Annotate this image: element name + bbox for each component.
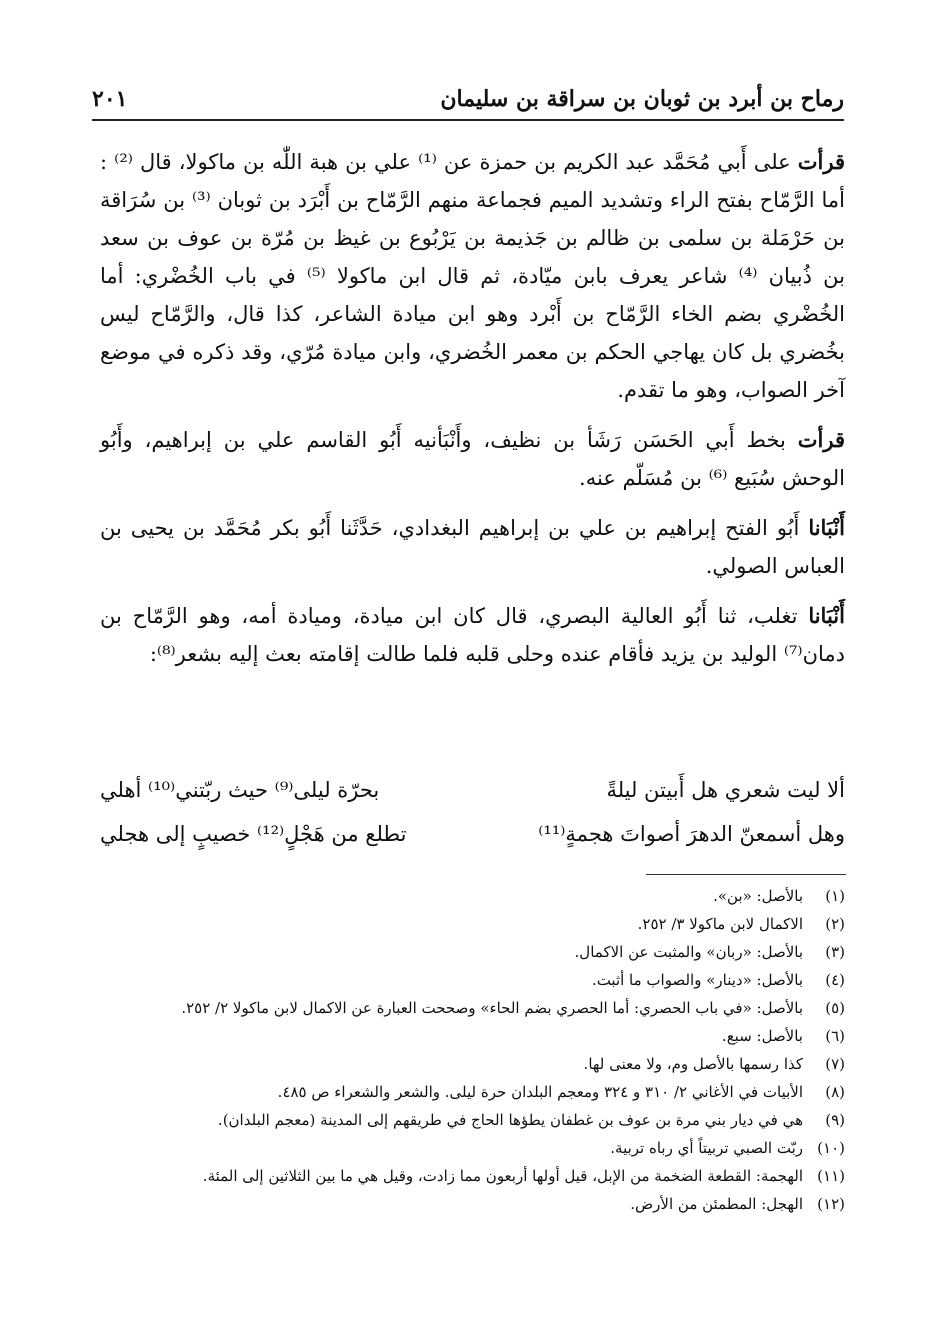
footnote: [100, 1162, 845, 1190]
paragraph-text: على أَبي مُحَمَّد عبد الكريم بن حمزة عن ⁽¹⁾ علي بن هبة اللّٰه بن ماكولا، قال ⁽²⁾ : أما الرَّمّاح بفتح الراء وتشديد الميم فجماعة منهم الرَّمّاح بن أَبْرَد بن ثوبان ⁽³⁾ بن سُرَاقة بن حَرْمَلة بن سلمى بن ظالم بن جَذيمة بن يَرْبُوع بن غيظ بن مُرّة بن عوف بن سعد بن ذُبيان ⁽⁴⁾ شاعر يعرف بابن ميّادة، ثم قال ابن ماكولا ⁽⁵⁾ في باب الخُضْري: أما الخُضْري بضم الخاء الرَّمّاح بن أَبْرد وهو ابن ميادة الشاعر، كذا قال، والرَّمّاح ليس بخُضري بل كان يهاجي الحكم بن معمر الخُضري، وابن ميادة مُرّي، وقد ذكره في موضع آخر الصواب، وهو ما تقدم.: [100, 150, 846, 402]
footnote-text: الهجمة: القطعة الضخمة من الإبل، قيل أولها أربعون مما زادت، وقيل هي ما بين الثلاثين إلى المئة.: [202, 1167, 803, 1185]
footnote-number: (٣): [825, 943, 845, 961]
footnote: [100, 1050, 845, 1078]
footnote-text: كذا رسمها بالأصل وم، ولا معنى لها.: [583, 1055, 803, 1073]
footnote-text: بالأصل: «دينار» والصواب ما أثبت.: [591, 971, 803, 989]
paragraph-3: [100, 509, 845, 585]
footnote-number: (٩): [825, 1111, 845, 1129]
header-rule: [92, 119, 844, 121]
footnote-number: (٧): [825, 1055, 845, 1073]
footnote-number: (٤): [825, 971, 845, 989]
footnote-rule: [646, 874, 846, 875]
footnote: [100, 1190, 845, 1218]
paragraph-keyword: أَنْبَانا: [808, 603, 845, 628]
poem-verse: [100, 822, 845, 866]
paragraph-text: تغلب، ثنا أَبُو العالية البصري، قال كان ابن ميادة، وميادة أمه، وهو الرَّمّاح بن دمان⁽⁷⁾ الوليد بن يزيد فأقام عنده وحلى قلبه فلما طالت إقامته بعث إليه بشعر⁽⁸⁾:: [100, 604, 845, 666]
footnote: [100, 1078, 845, 1106]
footnotes: [100, 882, 845, 1218]
footnote-text: بالأصل: «في باب الحصري: أما الحصري بضم الحاء» وصححت العبارة عن الاكمال لابن ماكولا ٢/ ٢٥٢.: [181, 999, 803, 1017]
footnote-text: بالأصل: سبع.: [721, 1027, 803, 1045]
first-hemistich: وهل أسمعنّ الدهرَ أصواتَ هجمةٍ⁽¹¹⁾: [538, 822, 845, 846]
footnote-text: بالأصل: «ربان» والمثبت عن الاكمال.: [574, 943, 803, 961]
paragraph-2: [100, 421, 845, 497]
footnote-number: (١١): [817, 1167, 845, 1185]
paragraph-1: [100, 143, 845, 409]
paragraph-text: بخط أَبي الحَسَن رَشَأ بن نظيف، وأَنْبَأنيه أَبُو القاسم علي بن إبراهيم، وأَبُو الوحش سُبَيع ⁽⁶⁾ بن مُسَلّم عنه.: [100, 428, 845, 490]
footnote: [100, 882, 845, 910]
paragraph-4: [100, 597, 845, 673]
first-hemistich: ألا ليت شعري هل أَبيتن ليلةً: [606, 778, 845, 802]
footnote: [100, 966, 845, 994]
footnote-number: (١): [825, 887, 845, 905]
poem-verse: [100, 778, 845, 822]
paragraph-keyword: أَنْبَانا: [808, 515, 845, 540]
footnote-number: (٢): [825, 915, 845, 933]
footnote-number: (٨): [825, 1083, 845, 1101]
page-number: ٢٠١: [92, 86, 128, 112]
second-hemistich: تطلع من هَجْلٍ⁽¹²⁾ خصيبٍ إلى هجلي: [100, 822, 407, 846]
footnote-text: الهجل: المطمئن من الأرض.: [630, 1195, 803, 1213]
footnote: [100, 1106, 845, 1134]
paragraph-keyword: قرأت: [797, 427, 845, 452]
footnote-text: هي في ديار بني مرة بن عوف بن غطفان يطؤها الحاج في طريقهم إلى المدينة (معجم البلدان).: [217, 1111, 803, 1129]
footnote: [100, 938, 845, 966]
footnote-number: (١٠): [817, 1139, 845, 1157]
running-header: [92, 82, 844, 122]
poem: [100, 778, 845, 866]
footnote-number: (٥): [825, 999, 845, 1017]
second-hemistich: بحرّة ليلى⁽⁹⁾ حيث ربّتني⁽¹⁰⁾ أهلي: [100, 778, 380, 802]
footnote-number: (١٢): [817, 1195, 845, 1213]
paragraph-keyword: قرأت: [797, 149, 846, 174]
running-title: رماح بن أبرد بن ثوبان بن سراقة بن سليمان: [440, 86, 844, 112]
main-text: [100, 143, 845, 673]
footnote-text: الاكمال لابن ماكولا ٣/ ٢٥٢.: [637, 915, 803, 933]
footnote: [100, 994, 845, 1022]
footnote-text: الأبيات في الأغاني ٢/ ٣١٠ و ٣٢٤ ومعجم البلدان حرة ليلى. والشعر والشعراء ص ٤٨٥.: [277, 1083, 803, 1101]
footnote-text: بالأصل: «بن».: [713, 887, 803, 905]
paragraph-text: أَبُو الفتح إبراهيم بن علي بن إبراهيم البغدادي، حَدَّثَنا أَبُو بكر مُحَمَّد بن يحيى بن العباس الصولي.: [100, 516, 845, 578]
footnote-number: (٦): [825, 1027, 845, 1045]
footnote: [100, 1022, 845, 1050]
footnote: [100, 1134, 845, 1162]
footnote-text: ربّت الصبي تربيتاً أي رباه تربية.: [610, 1139, 803, 1157]
footnote: [100, 910, 845, 938]
